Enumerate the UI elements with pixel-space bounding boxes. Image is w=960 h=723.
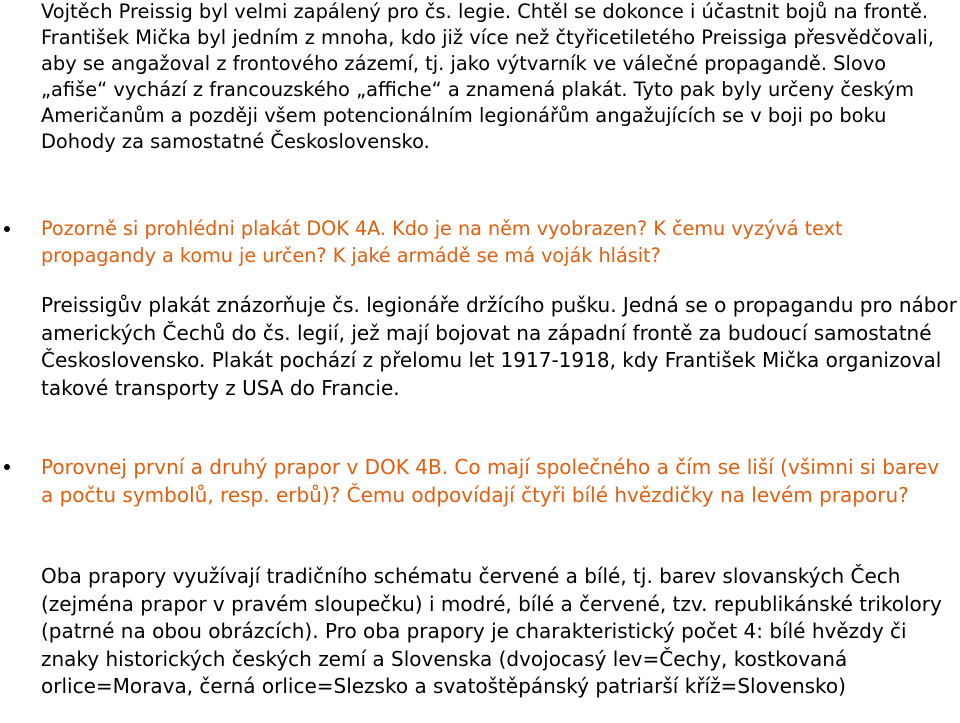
intro-paragraph: Vojtěch Preissig byl velmi zapálený pro čs. legie. Chtěl se dokonce i účastnit bojů na frontě. František Mička byl jedním z mnoha, kdo již více než čtyřicetiletého Preissiga přesvědčovali, aby se angažoval z frontového zázemí, tj. jako výtvarník ve válečné propagandě. Slovo „afiše“ vychází z francouzského „affiche“ a znamená plakát. Tyto pak byly určeny českým Američanům a později všem potencionálním legionářům angažujících se v boji po boku Dohody za samostatné Československo. (41, 0, 934, 153)
task-2-question: Porovnej první a druhý prapor v DOK 4B. Co mají společného a čím se liší (všimni si barev a počtu symbolů, resp. erbů)? Čemu odpovídají čtyři bílé hvězdičky na levém praporu? (41, 455, 940, 507)
task-1-question: Pozorně si prohlédni plakát DOK 4A. Kdo je na něm vyobrazen? K čemu vyzývá text propagandy a komu je určen? K jaké armádě se má voják hlásit? (41, 217, 843, 267)
answer-2-paragraph: Oba prapory využívají tradičního schématu červené a bílé, tj. barev slovanských Čech (zejména prapor v pravém sloupečku) i modré, bílé a červené, tzv. republikánské trikolory (patrné na obou obrázcích). Pro oba prapory je charakteristický počet 4: bílé hvězdy či znaky historických českých zemí a Slovenska (dvojocasý lev=Čechy, kostkovaná orlice=Morava, černá orlice=Slezsko a svatoštěpánský patriarší kříž=Slovensko) (41, 564, 942, 698)
bullet-task-2 (4, 464, 10, 470)
answer-1-paragraph: Preissigův plakát znázorňuje čs. legionáře držícího pušku. Jedná se o propagandu pro nábor amerických Čechů do čs. legií, jež mají bojovat na západní frontě za budoucí samostatné Československo. Plakát pochází z přelomu let 1917-1918, kdy František Mička organizoval takové transporty z USA do Francie. (41, 293, 957, 400)
bullet-task-1 (4, 226, 10, 232)
